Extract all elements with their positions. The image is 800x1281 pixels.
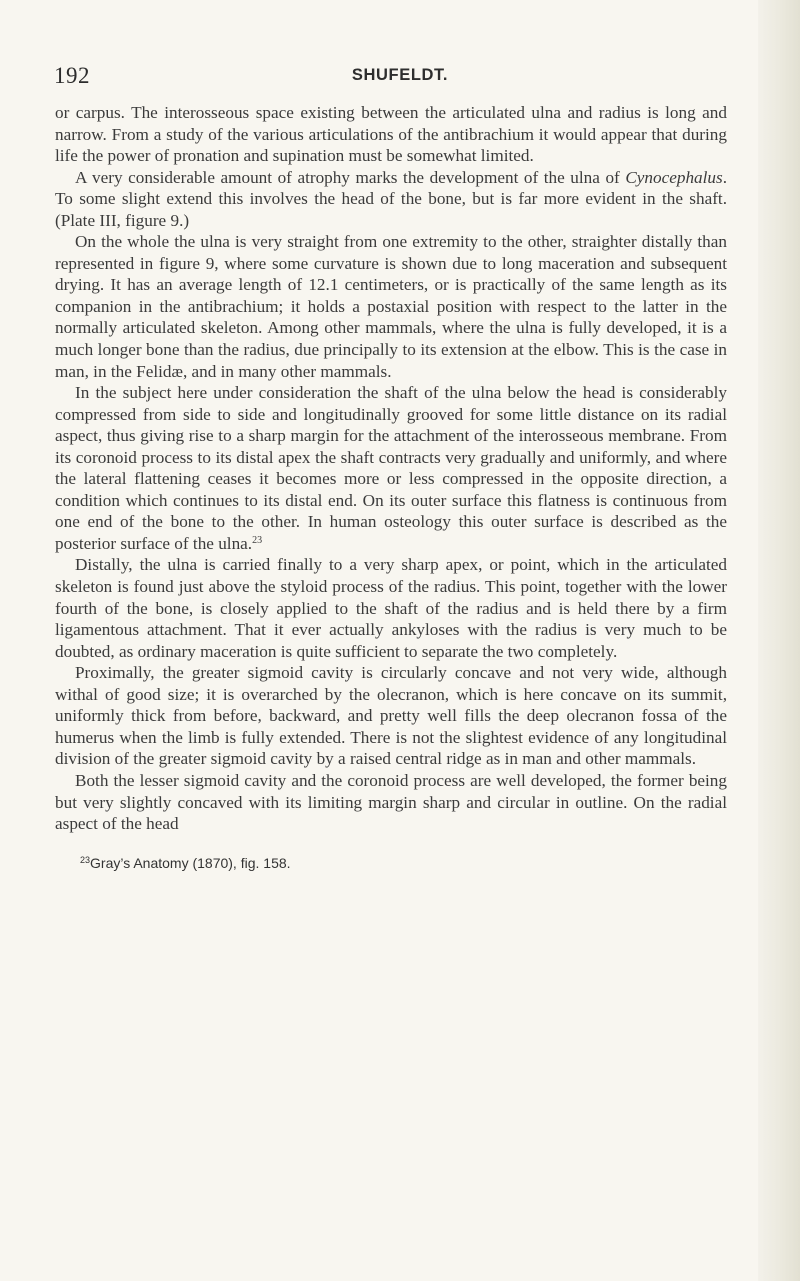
footnote-reference: 23 [252,534,263,546]
text-run: Distally, the ulna is carried finally to a very sharp apex, or point, which in the articulated skeleton is found just above the styloid process of the radius. This point, together with the lower fourth of the bone, is closely applied to the shaft of the radius and is held there by a firm ligamentous attachment. That it ever actually ankyloses with the radius is very much to be doubted, as ordinary maceration is quite sufficient to separate the two completely. [55,555,727,661]
text-run: . To some slight extend this involves the head of the bone, but is far more evident in the shaft. (Plate III, figure 9.) [55,167,727,230]
paragraph [55,382,727,554]
paragraph [55,554,727,662]
footnote-text: Gray’s Anatomy (1870), fig. 158. [90,855,291,871]
text-run: Both the lesser sigmoid cavity and the coronoid process are well developed, the former being but very slightly concaved with its limiting margin sharp and circular in outline. On the radial aspect of the head [55,770,727,834]
running-head: SHUFELDT. [351,66,449,84]
paragraph [55,231,727,382]
footnote [80,855,680,871]
italic-term: Cynocephalus [625,167,723,187]
paragraph [55,770,727,835]
paragraph [55,167,727,232]
text-run: In the subject here under consideration the shaft of the ulna below the head is considerably compressed from side to side and longitudinally grooved for some little distance on its radial aspect, thus giving rise to a sharp margin for the attachment of the interosseous membrane. From its coronoid process to its distal apex the shaft contracts very gradually and uniformly, and where the lateral flattening ceases it becomes more or less compressed in the opposite direction, a condition which continues to its distal end. On its outer surface this flatness is continuous from one end of the bone to the other. In human osteology this outer surface is described as the posterior surface of the ulna. [55,383,727,553]
page-edge-shading [758,0,800,1281]
paragraph [55,662,727,770]
page-number: 192 [54,63,90,88]
page-header [0,63,800,89]
text-run: or carpus. The interosseous space existing between the articulated ulna and radius is long and narrow. From a study of the various articulations of the antibrachium it would appear that during life the power of pronation and supination must be somewhat limited. [55,103,727,166]
body-text [55,102,727,835]
text-run: Proximally, the greater sigmoid cavity is circularly concave and not very wide, although withal of good size; it is overarched by the olecranon, which is here concave on its summit, uniformly thick from before, backward, and pretty well fills the deep olecranon fossa of the humerus when the limb is fully extended. There is not the slightest evidence of any longitudinal division of the greater sigmoid cavity by a raised central ridge as in man and other mammals. [55,663,727,769]
text-run: A very considerable amount of atrophy marks the development of the ulna of [75,167,626,187]
footnote-marker: 23 [80,855,91,865]
text-run: On the whole the ulna is very straight from one extremity to the other, straighter distally than represented in figure 9, where some curvature is shown due to long maceration and subsequent drying. It has an average length of 12.1 centimeters, or is practically of the same length as its companion in the antibrachium; it holds a postaxial position with respect to the latter in the normally articulated skeleton. Among other mammals, where the ulna is fully developed, it is a much longer bone than the radius, due principally to its extension at the elbow. This is the case in man, in the Felidæ, and in many other mammals. [55,232,727,381]
paragraph [55,102,727,167]
